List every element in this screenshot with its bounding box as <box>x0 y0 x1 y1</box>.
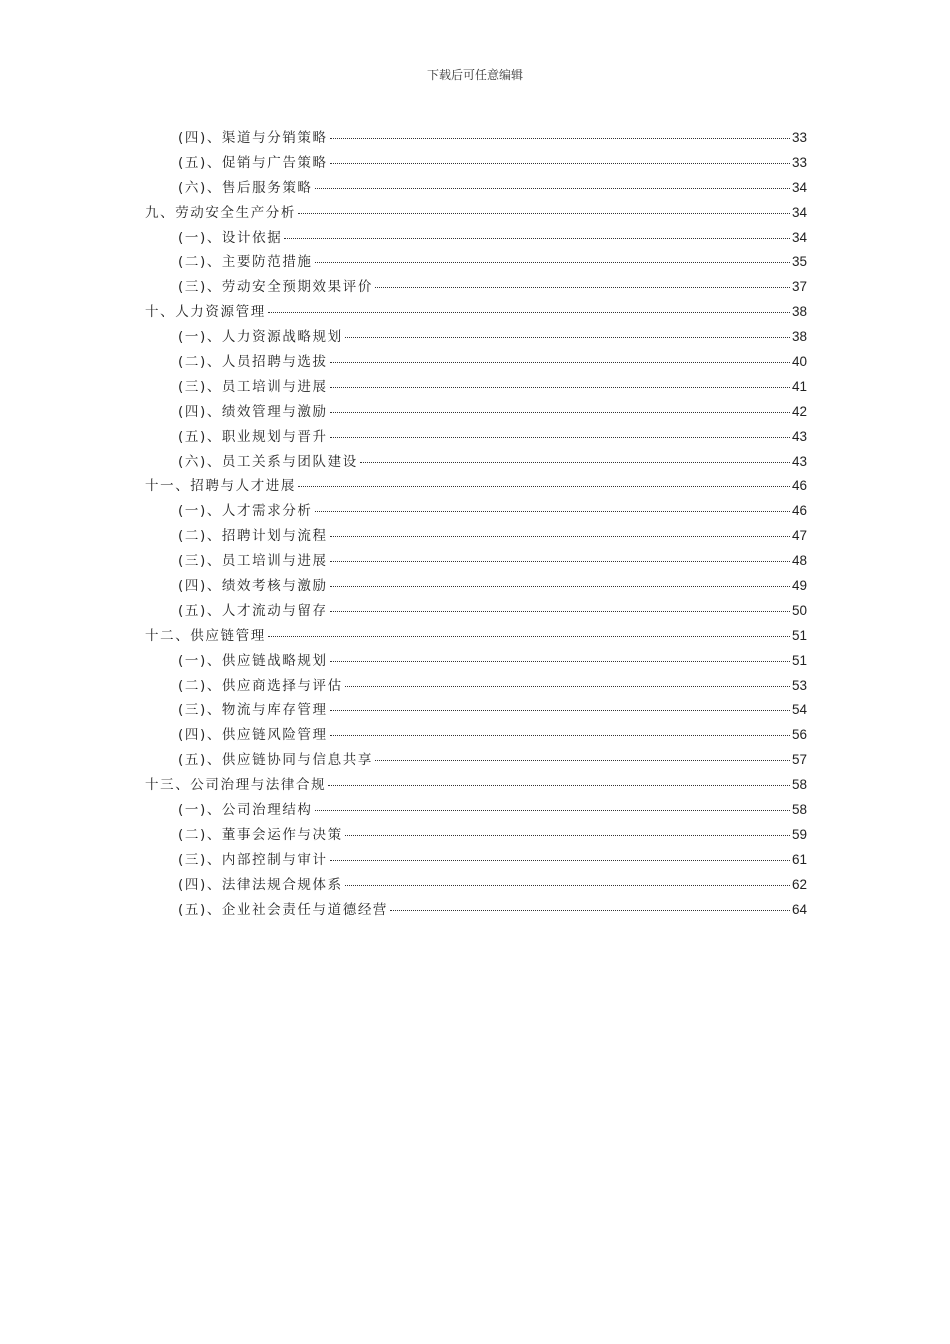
toc-dot-leader <box>298 486 790 487</box>
toc-dot-leader <box>268 636 790 637</box>
toc-section-entry[interactable] <box>145 898 807 923</box>
toc-page-number: 33 <box>791 154 807 170</box>
toc-dot-leader <box>345 686 790 687</box>
toc-entry-title: (一)、公司治理结构 <box>178 802 313 819</box>
toc-dot-leader <box>298 213 790 214</box>
toc-dot-leader <box>328 785 790 786</box>
toc-dot-leader <box>375 287 790 288</box>
toc-dot-leader <box>330 138 790 139</box>
toc-page-number: 47 <box>791 528 807 544</box>
toc-section-entry[interactable] <box>145 176 807 201</box>
toc-page-number: 61 <box>791 851 807 867</box>
toc-page-number: 62 <box>791 876 807 892</box>
toc-section-entry[interactable] <box>145 400 807 425</box>
toc-entry-title: 十、人力资源管理 <box>145 304 266 321</box>
toc-chapter-entry[interactable] <box>145 474 807 499</box>
toc-entry-title: (四)、法律法规合规体系 <box>178 876 343 893</box>
toc-entry-title: 九、劳动安全生产分析 <box>145 204 296 221</box>
toc-section-entry[interactable] <box>145 226 807 251</box>
toc-entry-title: (一)、人力资源战略规划 <box>178 329 343 346</box>
toc-entry-title: (一)、人才需求分析 <box>178 503 313 520</box>
toc-page-number: 54 <box>791 702 807 718</box>
toc-section-entry[interactable] <box>145 798 807 823</box>
toc-section-entry[interactable] <box>145 848 807 873</box>
toc-section-entry[interactable] <box>145 250 807 275</box>
toc-entry-title: (二)、人员招聘与选拔 <box>178 354 328 371</box>
toc-section-entry[interactable] <box>145 649 807 674</box>
toc-entry-title: (三)、内部控制与审计 <box>178 851 328 868</box>
toc-chapter-entry[interactable] <box>145 773 807 798</box>
toc-entry-title: (四)、供应链风险管理 <box>178 727 328 744</box>
toc-entry-title: 十三、公司治理与法律合规 <box>145 777 327 794</box>
toc-section-entry[interactable] <box>145 325 807 350</box>
toc-entry-title: (三)、物流与库存管理 <box>178 702 328 719</box>
toc-page-number: 46 <box>791 503 807 519</box>
toc-section-entry[interactable] <box>145 549 807 574</box>
toc-section-entry[interactable] <box>145 425 807 450</box>
toc-entry-title: (五)、企业社会责任与道德经营 <box>178 901 389 918</box>
toc-dot-leader <box>330 860 790 861</box>
toc-entry-title: (二)、董事会运作与决策 <box>178 826 343 843</box>
toc-chapter-entry[interactable] <box>145 300 807 325</box>
toc-page-number: 43 <box>791 453 807 469</box>
toc-entry-title: (三)、员工培训与进展 <box>178 553 328 570</box>
toc-dot-leader <box>330 661 790 662</box>
toc-dot-leader <box>330 586 790 587</box>
toc-section-entry[interactable] <box>145 674 807 699</box>
toc-page-number: 38 <box>791 304 807 320</box>
toc-section-entry[interactable] <box>145 450 807 475</box>
toc-page-number: 59 <box>791 826 807 842</box>
toc-section-entry[interactable] <box>145 574 807 599</box>
toc-page-number: 35 <box>791 254 807 270</box>
toc-section-entry[interactable] <box>145 599 807 624</box>
toc-section-entry[interactable] <box>145 275 807 300</box>
toc-section-entry[interactable] <box>145 723 807 748</box>
toc-dot-leader <box>330 561 790 562</box>
toc-page-number: 48 <box>791 553 807 569</box>
toc-section-entry[interactable] <box>145 698 807 723</box>
toc-dot-leader <box>330 437 790 438</box>
toc-page-number: 43 <box>791 428 807 444</box>
toc-dot-leader <box>345 835 790 836</box>
toc-dot-leader <box>330 611 790 612</box>
toc-entry-title: (四)、绩效考核与激励 <box>178 578 328 595</box>
toc-dot-leader <box>330 163 790 164</box>
toc-dot-leader <box>284 238 790 239</box>
toc-dot-leader <box>330 362 790 363</box>
toc-entry-title: (五)、人才流动与留存 <box>178 602 328 619</box>
toc-dot-leader <box>330 412 790 413</box>
toc-page-number: 34 <box>791 179 807 195</box>
toc-page-number: 40 <box>791 354 807 370</box>
toc-entry-title: (五)、职业规划与晋升 <box>178 428 328 445</box>
toc-page-number: 51 <box>791 627 807 643</box>
toc-dot-leader <box>390 910 790 911</box>
toc-page-number: 53 <box>791 677 807 693</box>
toc-entry-title: (四)、绩效管理与激励 <box>178 403 328 420</box>
toc-dot-leader <box>360 462 790 463</box>
toc-page-number: 50 <box>791 602 807 618</box>
toc-dot-leader <box>330 735 790 736</box>
toc-section-entry[interactable] <box>145 499 807 524</box>
toc-entry-title: (二)、供应商选择与评估 <box>178 677 343 694</box>
toc-dot-leader <box>345 337 790 338</box>
table-of-contents <box>145 126 807 923</box>
toc-page-number: 42 <box>791 403 807 419</box>
toc-chapter-entry[interactable] <box>145 201 807 226</box>
toc-dot-leader <box>315 810 790 811</box>
toc-entry-title: (二)、主要防范措施 <box>178 254 313 271</box>
toc-dot-leader <box>330 536 790 537</box>
toc-entry-title: (一)、设计依据 <box>178 229 283 246</box>
toc-page-number: 58 <box>791 802 807 818</box>
toc-section-entry[interactable] <box>145 524 807 549</box>
toc-page-number: 33 <box>791 130 807 145</box>
toc-entry-title: (一)、供应链战略规划 <box>178 652 328 669</box>
toc-section-entry[interactable] <box>145 823 807 848</box>
toc-entry-title: (五)、供应链协同与信息共享 <box>178 752 373 769</box>
toc-entry-title: (四)、渠道与分销策略 <box>178 130 328 146</box>
toc-page-number: 49 <box>791 578 807 594</box>
toc-page-number: 56 <box>791 727 807 743</box>
toc-section-entry[interactable] <box>145 748 807 773</box>
toc-entry-title: (六)、员工关系与团队建设 <box>178 453 358 470</box>
toc-section-entry[interactable] <box>145 126 807 151</box>
toc-page-number: 58 <box>791 777 807 793</box>
toc-section-entry[interactable] <box>145 151 807 176</box>
toc-entry-title: (二)、招聘计划与流程 <box>178 528 328 545</box>
toc-section-entry[interactable] <box>145 350 807 375</box>
toc-dot-leader <box>330 710 790 711</box>
toc-page-number: 46 <box>791 478 807 494</box>
toc-page-number: 57 <box>791 752 807 768</box>
page-header: 下载后可任意编辑 <box>426 68 523 82</box>
toc-chapter-entry[interactable] <box>145 624 807 649</box>
toc-entry-title: (六)、售后服务策略 <box>178 179 313 196</box>
toc-entry-title: 十二、供应链管理 <box>145 627 266 644</box>
toc-dot-leader <box>345 885 790 886</box>
toc-dot-leader <box>268 312 790 313</box>
toc-page-number: 34 <box>791 204 807 220</box>
toc-page-number: 34 <box>791 229 807 245</box>
toc-section-entry[interactable] <box>145 873 807 898</box>
toc-dot-leader <box>375 760 790 761</box>
toc-entry-title: (五)、促销与广告策略 <box>178 154 328 171</box>
toc-dot-leader <box>315 188 790 189</box>
toc-section-entry[interactable] <box>145 375 807 400</box>
toc-page-number: 38 <box>791 329 807 345</box>
toc-dot-leader <box>330 387 790 388</box>
toc-entry-title: (三)、员工培训与进展 <box>178 378 328 395</box>
toc-entry-title: 十一、招聘与人才进展 <box>145 478 296 495</box>
toc-page-number: 64 <box>791 901 807 917</box>
toc-page-number: 37 <box>791 279 807 295</box>
toc-page-number: 41 <box>791 378 807 394</box>
toc-dot-leader <box>315 511 790 512</box>
toc-dot-leader <box>315 262 790 263</box>
toc-entry-title: (三)、劳动安全预期效果评价 <box>178 279 373 296</box>
toc-page-number: 51 <box>791 652 807 668</box>
